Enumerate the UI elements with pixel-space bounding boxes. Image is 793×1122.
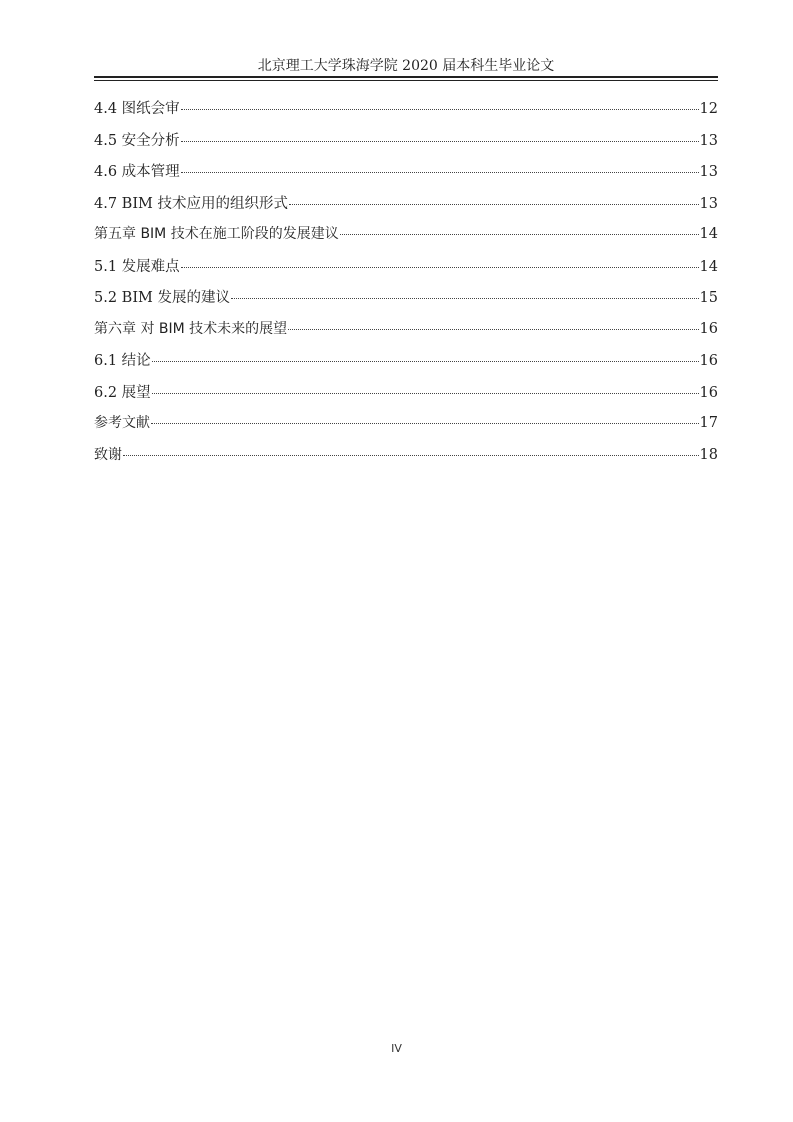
page-header: 北京理工大学珠海学院 2020 届本科生毕业论文 [257, 58, 555, 74]
toc-entry-title: 参考文献 [94, 415, 150, 431]
toc-leader-dots [181, 267, 699, 268]
toc-entry-title: 4.4 图纸会审 [94, 101, 180, 117]
header-rule-thick [94, 76, 718, 78]
toc-entry-page: 13 [699, 132, 718, 149]
header-rule-thin [94, 80, 718, 81]
toc-leader-dots [181, 172, 699, 173]
toc-chapter-entry[interactable] [94, 412, 718, 444]
toc-leader-dots [289, 204, 699, 205]
toc-entry-title: 4.5 安全分析 [94, 132, 180, 149]
toc-entry[interactable] [94, 255, 718, 287]
toc-entry-page: 16 [699, 353, 718, 369]
toc-entry-page: 13 [699, 164, 718, 180]
toc-leader-dots [181, 141, 699, 142]
toc-entry[interactable] [94, 286, 718, 318]
toc-entry[interactable] [94, 97, 718, 129]
toc-entry-title: 6.2 展望 [94, 384, 151, 401]
toc-leader-dots [288, 329, 698, 330]
toc-leader-dots [152, 361, 699, 362]
toc-entry-page: 14 [699, 258, 718, 275]
toc-entry-page: 15 [699, 290, 718, 306]
toc-entry-title: 4.7 BIM 技术应用的组织形式 [94, 195, 289, 212]
toc-entry[interactable] [94, 160, 718, 192]
toc-entry-title: 第五章 BIM 技术在施工阶段的发展建议 [94, 226, 339, 242]
toc-leader-dots [151, 423, 699, 424]
toc-entry[interactable] [94, 381, 718, 413]
toc-entry-page: 13 [699, 195, 718, 212]
toc-entry-title: 5.2 BIM 发展的建议 [94, 290, 231, 306]
page-number: IV [391, 1042, 402, 1055]
toc-leader-dots [123, 455, 699, 456]
toc-leader-dots [181, 109, 699, 110]
toc-entry[interactable] [94, 349, 718, 381]
toc-entry-title: 6.1 结论 [94, 353, 151, 369]
toc-chapter-entry[interactable] [94, 444, 718, 476]
toc-entry-page: 14 [699, 226, 718, 242]
toc-entry-title: 4.6 成本管理 [94, 164, 180, 180]
toc-chapter-entry[interactable] [94, 318, 718, 350]
toc-entry-page: 16 [699, 384, 718, 401]
toc-entry-page: 12 [699, 101, 718, 117]
toc-chapter-entry[interactable] [94, 223, 718, 255]
table-of-contents [94, 97, 718, 475]
toc-leader-dots [152, 393, 699, 394]
toc-entry-page: 18 [699, 446, 718, 463]
toc-entry-page: 16 [699, 320, 718, 337]
toc-entry-title: 致谢 [94, 446, 122, 463]
toc-entry[interactable] [94, 192, 718, 224]
toc-leader-dots [231, 298, 699, 299]
toc-entry-title: 第六章 对 BIM 技术未来的展望 [94, 320, 288, 337]
toc-entry[interactable] [94, 129, 718, 161]
toc-entry-page: 17 [699, 415, 718, 431]
toc-leader-dots [340, 234, 699, 235]
toc-entry-title: 5.1 发展难点 [94, 258, 180, 275]
